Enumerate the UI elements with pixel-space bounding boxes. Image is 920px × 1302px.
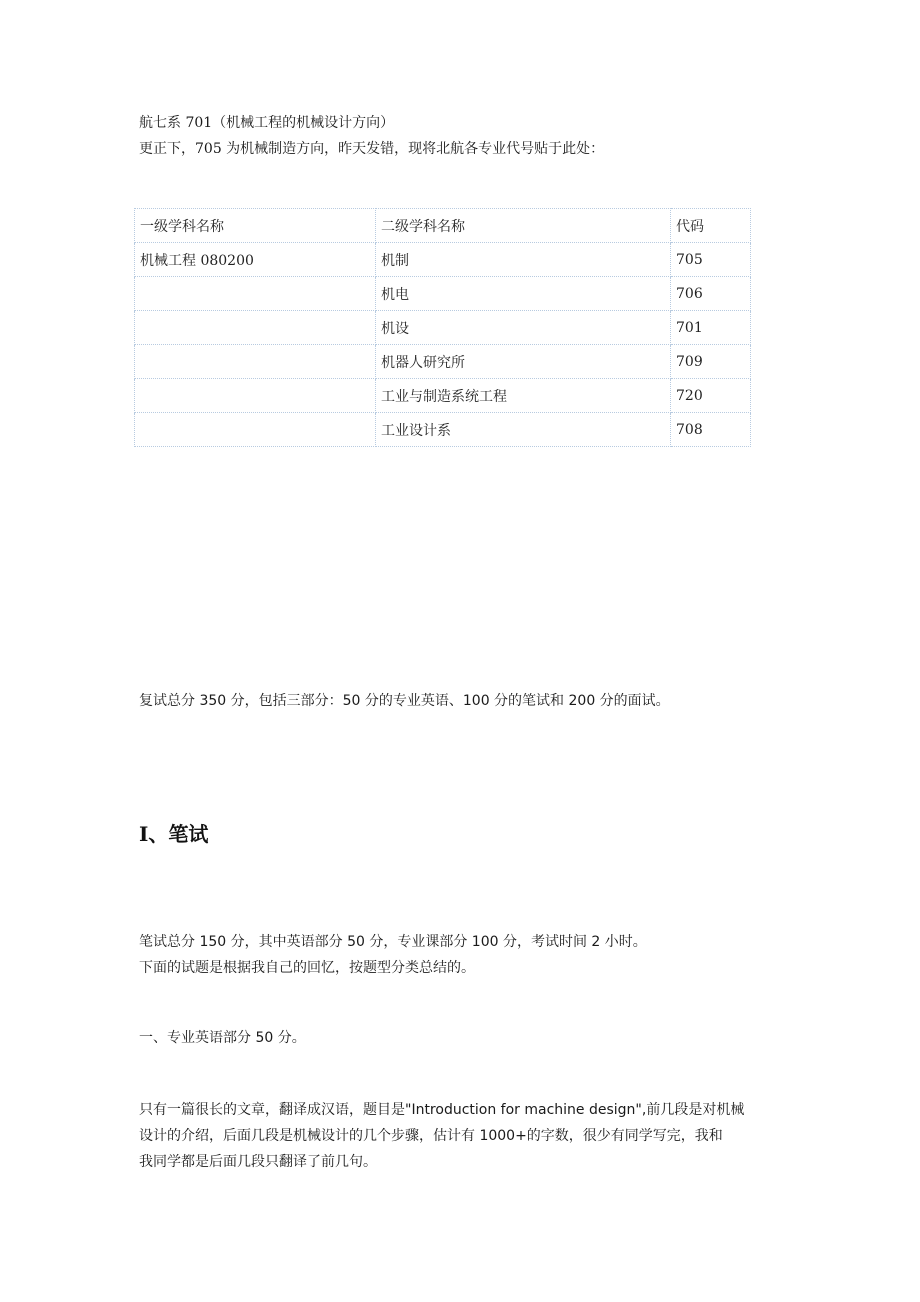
table-row <box>135 311 751 345</box>
english-desc-line-1: 只有一篇很长的文章，翻译成汉语，题目是"Introduction for machine design",前几段是对机械 <box>139 1102 745 1118</box>
table-row <box>135 277 751 311</box>
table-cell: 720 <box>671 379 751 413</box>
header-cell-primary-discipline: 一级学科名称 <box>135 209 376 243</box>
table-cell <box>135 345 376 379</box>
written-exam-para-line-2: 下面的试题是根据我自己的回忆，按题型分类总结的。 <box>139 960 475 976</box>
table-cell: 708 <box>671 413 751 447</box>
major-code-table <box>134 208 751 447</box>
table-row <box>135 413 751 447</box>
intro-line-1: 航七系 701（机械工程的机械设计方向） <box>139 115 395 131</box>
table-row <box>135 243 751 277</box>
table-cell <box>135 311 376 345</box>
table-cell: 工业设计系 <box>376 413 671 447</box>
table-row <box>135 345 751 379</box>
written-exam-para-line-1: 笔试总分 150 分，其中英语部分 50 分，专业课部分 100 分，考试时间 2 小时。 <box>139 934 647 950</box>
table-cell: 706 <box>671 277 751 311</box>
table-cell: 工业与制造系统工程 <box>376 379 671 413</box>
table-cell <box>135 413 376 447</box>
table-cell: 机械工程 080200 <box>135 243 376 277</box>
header-cell-code: 代码 <box>671 209 751 243</box>
table-header-row <box>135 209 751 243</box>
table-cell <box>135 277 376 311</box>
english-section-subheading: 一、专业英语部分 50 分。 <box>139 1030 306 1046</box>
table-cell: 701 <box>671 311 751 345</box>
english-desc-line-2: 设计的介绍，后面几段是机械设计的几个步骤，估计有 1000+的字数，很少有同学写完，我和 <box>139 1128 723 1144</box>
table-cell: 机电 <box>376 277 671 311</box>
table-cell: 机制 <box>376 243 671 277</box>
table-cell: 709 <box>671 345 751 379</box>
section-heading-written-exam: I、笔试 <box>139 822 209 846</box>
table-cell <box>135 379 376 413</box>
header-cell-secondary-discipline: 二级学科名称 <box>376 209 671 243</box>
table-row <box>135 379 751 413</box>
table-cell: 705 <box>671 243 751 277</box>
table-cell: 机器人研究所 <box>376 345 671 379</box>
retest-summary: 复试总分 350 分，包括三部分：50 分的专业英语、100 分的笔试和 200 分的面试。 <box>139 693 670 709</box>
english-desc-line-3: 我同学都是后面几段只翻译了前几句。 <box>139 1154 377 1170</box>
table-cell: 机设 <box>376 311 671 345</box>
intro-line-2: 更正下，705 为机械制造方向，昨天发错，现将北航各专业代号贴于此处： <box>139 141 605 157</box>
